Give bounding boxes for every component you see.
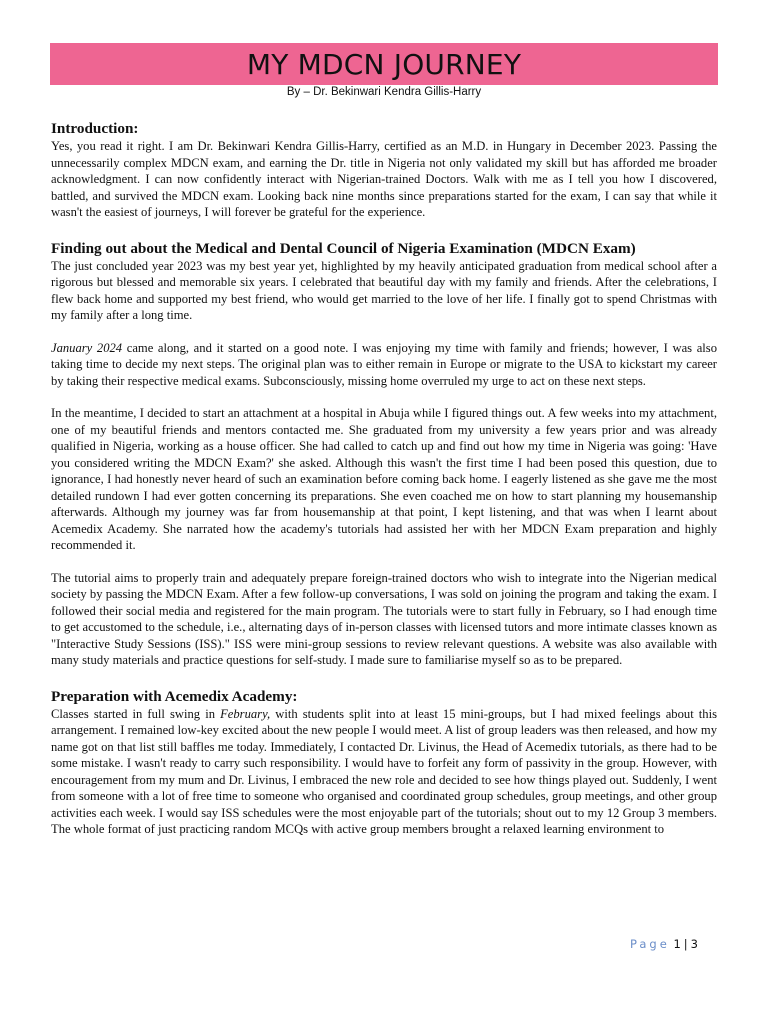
total-pages: 3 xyxy=(690,937,698,951)
section-heading-finding-out: Finding out about the Medical and Dental Council of Nigeria Examination (MDCN Exam) xyxy=(51,239,636,257)
section-heading-introduction: Introduction: xyxy=(51,120,139,137)
document-body xyxy=(51,119,717,838)
page-footer xyxy=(630,937,698,951)
finding-paragraph-2 xyxy=(51,340,717,390)
preparation-text-b: with students split into at least 15 mini-groups, but I had mixed feelings about this arrangement. I remained low-key excited about the new people I would meet. A list of group leaders was then released, and how my name got on that list still baffles me today. Immediately, I contacted Dr. Livinus, the Head of Acemedix tutorials, as there had to be some mistake. I wasn't ready to carry such responsibility. I would have to forfeit any form of passivity in the group. However, with encouragement from my mum and Dr. Livinus, I embraced the new role and decided to see how things played out. Suddenly, I went from someone with a lot of free time to someone who organised and coordinated group schedules, group meetings, and other group activities each week. I would say ISS schedules were the most enjoyable part of the tutorials; shout out to my 12 Group 3 members. The whole format of just practicing random MCQs with active group members brought a relaxed learning environment to xyxy=(51,706,717,836)
finding-paragraph-3: In the meantime, I decided to start an attachment at a hospital in Abuja while I figured things out. A few weeks into my attachment, one of my beautiful friends and mentors contacted me. She graduated from my university a few years prior and was already qualified in Nigeria, working as a house officer. She had called to catch up and find out how my time in Nigeria was going: 'Have you considered writing the MDCN Exam?' she asked. Although this wasn't the first time I had been posed this question, due to ignorance, I had honestly never heard of such an examination before coming back home. I eagerly listened as she gave me the most detailed rundown I had ever gotten concerning its preparations. She even coached me on how to start planning my housemanship afterwards. Although my journey was far from housemanship at that point, I kept listening, and that was when I learnt about Acemedix Academy. She narrated how the academy's tutorials had assisted her with her MDCN Exam preparation and highly recommended it. xyxy=(51,406,717,552)
finding-paragraph-4: The tutorial aims to properly train and adequately prepare foreign-trained doctors who wish to integrate into the Nigerian medical society by passing the MDCN Exam. After a few follow-up conversations, I was sold on joining the program and taking the exam. I followed their social media and registered for the main program. The tutorials were to start fully in February, so I had enough time to get accustomed to the schedule, i.e., alternating days of in-person classes with licensed tutors and more intimate classes known as "Interactive Study Sessions (ISS)." ISS were mini-group sessions to review relevant questions. A website was also available with many study materials and practice questions for self-study. I made sure to familiarise myself so as to be prepared. xyxy=(51,570,717,667)
title-banner xyxy=(50,43,718,85)
page-label: Page xyxy=(629,937,670,951)
finding-paragraph-2-text: came along, and it started on a good note. I was enjoying my time with family and friends; however, I was also taking time to decide my next steps. The original plan was to either remain in Europe or migrate to the USA to kickstart my career by taking their respective medical exams. Subconsciously, missing home overruled my urge to act on these next steps. xyxy=(51,340,717,388)
author-byline: By – Dr. Bekinwari Kendra Gillis-Harry xyxy=(286,86,482,98)
preparation-paragraph xyxy=(51,706,717,838)
finding-paragraph-1: The just concluded year 2023 was my best year yet, highlighted by my heavily anticipated graduation from medical school after a rigorous but blessed and memorable six years. I celebrated that beautiful day with my family and friends. After the celebrations, I flew back home and supported my best friend, who would get married to the love of her life. I finally got to spend Christmas with my family after a long time. xyxy=(51,258,717,322)
january-2024-italic: January 2024 xyxy=(51,340,123,355)
section-heading-preparation: Preparation with Acemedix Academy: xyxy=(51,687,298,705)
intro-paragraph: Yes, you read it right. I am Dr. Bekinwari Kendra Gillis-Harry, certified as an M.D. in Hungary in December 2023. Passing the unnecessarily complex MDCN exam, and earning the Dr. title in Nigeria not only validated my skill but has afforded me broader acknowledgment. I can now confidently interact with Nigerian-trained Doctors. Walk with me as I tell you how I discovered, battled, and survived the MDCN exam. Looking back nine months since preparations started for the exam, I can say that while it wasn't the easiest of journeys, I will forever be grateful for the experience. xyxy=(51,139,717,219)
page-separator: | xyxy=(683,937,688,951)
preparation-text-a: Classes started in full swing in xyxy=(51,706,221,721)
document-title: MY MDCN JOURNEY xyxy=(246,47,522,81)
current-page-number: 1 xyxy=(673,937,681,951)
february-italic: February, xyxy=(220,706,271,721)
